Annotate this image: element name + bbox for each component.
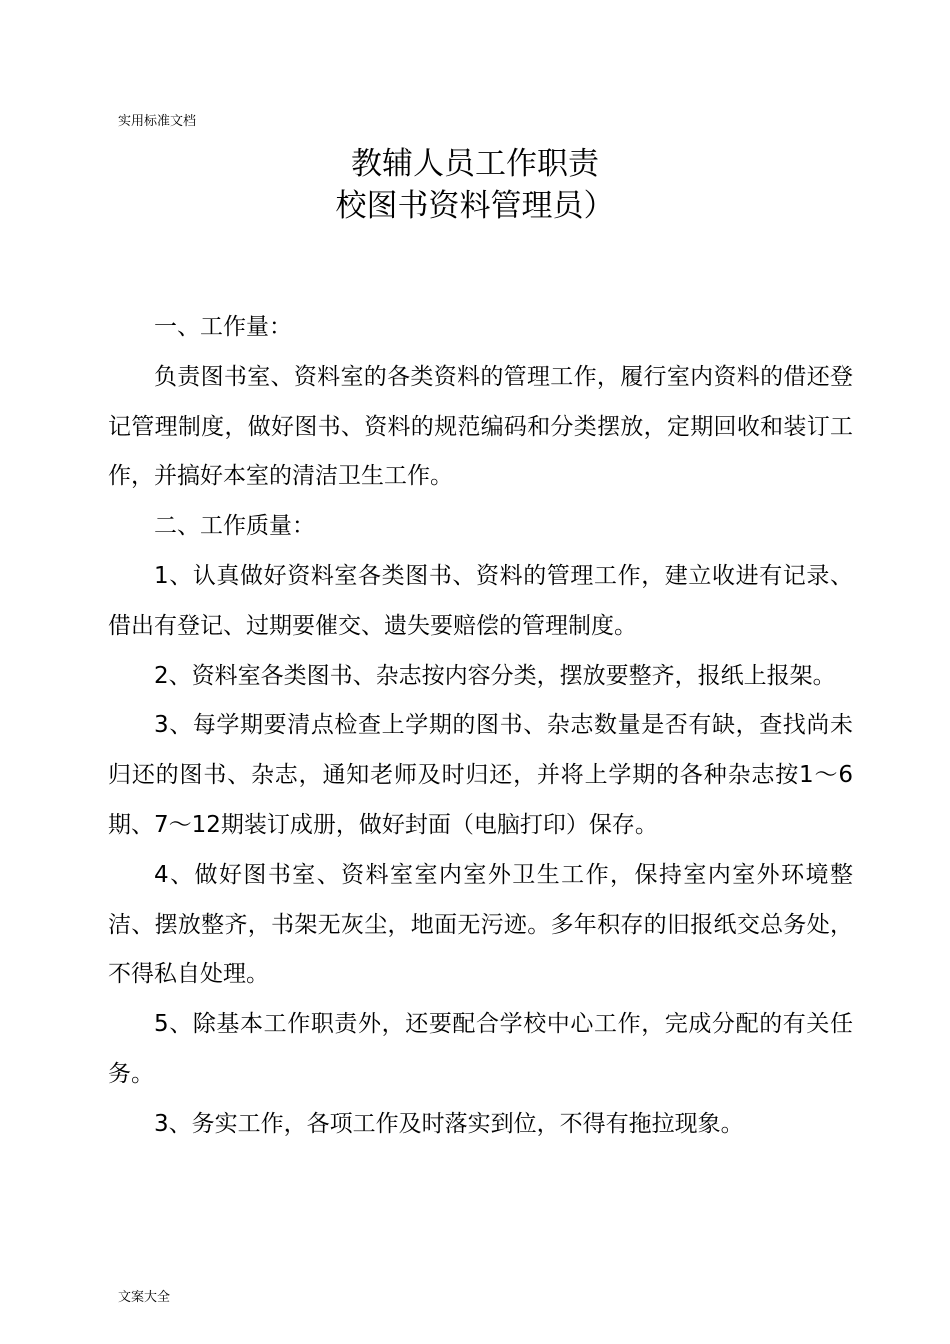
section-heading-quality: 二、工作质量： <box>154 513 315 540</box>
paragraph-workload: 负责图书室、资料室的各类资料的管理工作，履行室内资料的借还登记管理制度，做好图书、资料的规范编码和分类摆放，定期回收和装订工作，并搞好本室的清洁卫生工作。 <box>108 363 853 490</box>
paragraph-item-2: 2、资料室各类图书、杂志按内容分类，摆放要整齐，报纸上报架。 <box>154 662 836 689</box>
paragraph-item-1: 1、认真做好资料室各类图书、资料的管理工作，建立收进有记录、借出有登记、过期要催交、遗失要赔偿的管理制度。 <box>108 562 853 639</box>
paragraph-item-3: 3、每学期要清点检查上学期的图书、杂志数量是否有缺，查找尚未归还的图书、杂志，通知老师及时归还，并将上学期的各种杂志按1～6期、7～12期装订成册，做好封面（电脑打印）保存。 <box>108 712 853 838</box>
paragraph-item-4: 4、做好图书室、资料室室内室外卫生工作，保持室内室外环境整洁、摆放整齐，书架无灰尘，地面无污迹。多年积存的旧报纸交总务处，不得私自处理。 <box>108 861 853 988</box>
header-label: 实用标准文档 <box>118 114 197 129</box>
paragraph-item-6: 3、务实工作，各项工作及时落实到位，不得有拖拉现象。 <box>154 1110 744 1137</box>
document-title: 教辅人员工作职责 <box>351 146 599 182</box>
document-body <box>108 303 853 1150</box>
document-subtitle: 校图书资料管理员） <box>335 188 615 224</box>
section-heading-workload: 一、工作量： <box>154 314 292 340</box>
paragraph-item-5: 5、除基本工作职责外，还要配合学校中心工作，完成分配的有关任务。 <box>108 1011 853 1087</box>
footer-label: 文案大全 <box>118 1290 171 1305</box>
